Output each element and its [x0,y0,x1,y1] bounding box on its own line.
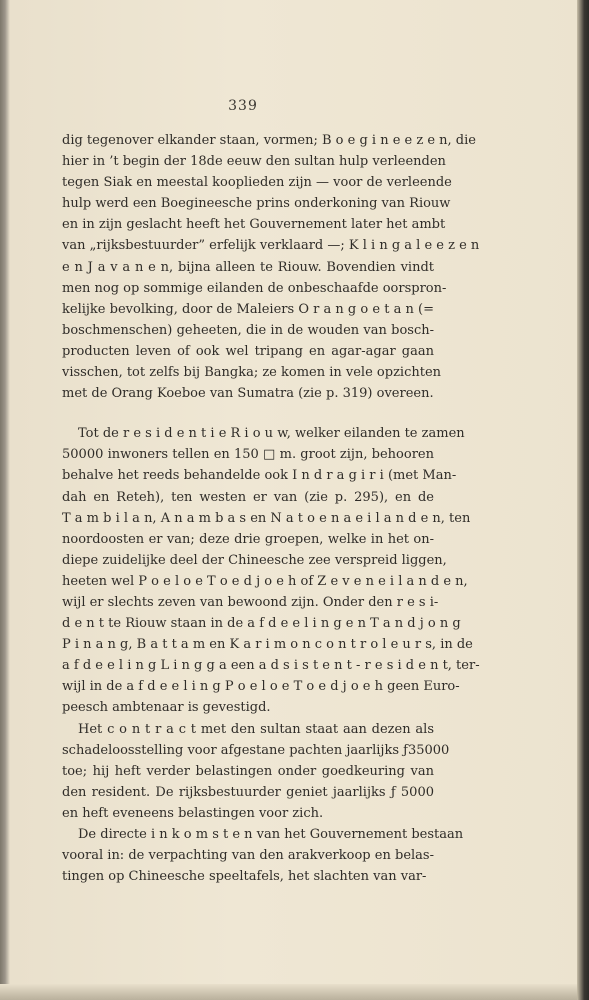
text-line: schadeloosstelling voor afgestane pachten jaarlijks ƒ35000 [62,742,450,758]
text-line: den resident. De rijksbestuurder geniet jaarlijks ƒ 5000 [62,784,434,800]
text-line: hier in ’t begin der 18de eeuw den sultan hulp verleenden [62,154,446,170]
text-line: behalve het reeds behandelde ook I n d r a g i r i (met Man- [62,468,457,484]
text-line: tegen Siak en meestal kooplieden zijn — voor de verleende [62,175,452,191]
text-line: d e n t te Riouw staan in de a f d e e l i n g e n T a n d j o n g [62,616,461,632]
paragraph [62,719,450,824]
text-line: a f d e e l i n g L i n g g a een a d s i s t e n t - r e s i d e n t, ter- [62,658,480,674]
text-line: vooral in: de verpachting van den arakverkoop en belas- [62,848,434,864]
text-line: van „rijksbestuurder” erfelijk verklaard —; K l i n g a l e e z e n [62,238,480,254]
text-line: T a m b i l a n, A n a m b a s en N a t o e n a e i l a n d e n, ten [62,510,471,526]
text-line: met de Orang Koeboe van Sumatra (zie p. 319) overeen. [62,386,434,402]
text-line: en in zijn geslacht heeft het Gouvernement later het ambt [62,217,446,233]
text-line: men nog op sommige eilanden de onbeschaafde oorspron- [62,280,447,296]
text-line: en heft eveneens belastingen voor zich. [62,805,324,821]
text-line: diepe zuidelijke deel der Chineesche zee verspreid liggen, [62,552,447,568]
text-line: producten leven of ook wel tripang en agar-agar gaan [62,343,434,359]
paragraph [62,423,480,718]
text-line: toe; hij heft verder belastingen onder goedkeuring van [62,763,434,779]
text-line: e n J a v a n e n, bijna alleen te Riouw. Bovendien vindt [62,259,434,275]
text-line: peesch ambtenaar is gevestigd. [62,700,271,716]
text-line: P i n a n g, B a t t a m en K a r i m o n c o n t r o l e u r s, in de [62,637,473,653]
text-line: heeten wel P o e l o e T o e d j o e h of Z e v e n e i l a n d e n, [62,573,468,589]
book-spine-shadow [577,0,589,1000]
text-line: visschen, tot zelfs bij Bangka; ze komen in vele opzichten [62,365,442,381]
text-line: Tot de r e s i d e n t i e R i o u w, welker eilanden te zamen [78,426,465,442]
text-line: hulp werd een Boegineesche prins onderkoning van Riouw [62,196,451,212]
text-line: kelijke bevolking, door de Maleiers O r a n g o e t a n (= [62,301,434,317]
text-line: dah en Reteh), ten westen er van (zie p. 295), en de [62,489,434,505]
text-line: De directe i n k o m s t e n van het Gouvernement bestaan [78,827,464,842]
text-line: noordoosten er van; deze drie groepen, welke in het on- [62,531,434,547]
text-line: wijl er slechts zeven van bewoond zijn. Onder den r e s i- [62,594,439,610]
paragraph-gap [62,404,434,423]
text-line: tingen op Chineesche speeltafels, het slachten van var- [62,869,427,885]
text-line: boschmenschen) geheeten, die in de wouden van bosch- [62,322,434,338]
paragraph [62,824,464,887]
paragraph [62,130,480,404]
text-line: dig tegenover elkander staan, vormen; B o e g i n e e z e n, die [62,133,476,148]
text-line: wijl in de a f d e e l i n g P o e l o e T o e d j o e h geen Euro- [62,679,460,695]
page-number: 339 [228,98,258,114]
page-bottom-edge [0,984,589,1000]
body-text [62,130,480,887]
text-line: 50000 inwoners tellen en 150 □ m. groot zijn, behooren [62,447,434,463]
text-line: Het c o n t r a c t met den sultan staat aan dezen als [78,721,434,737]
